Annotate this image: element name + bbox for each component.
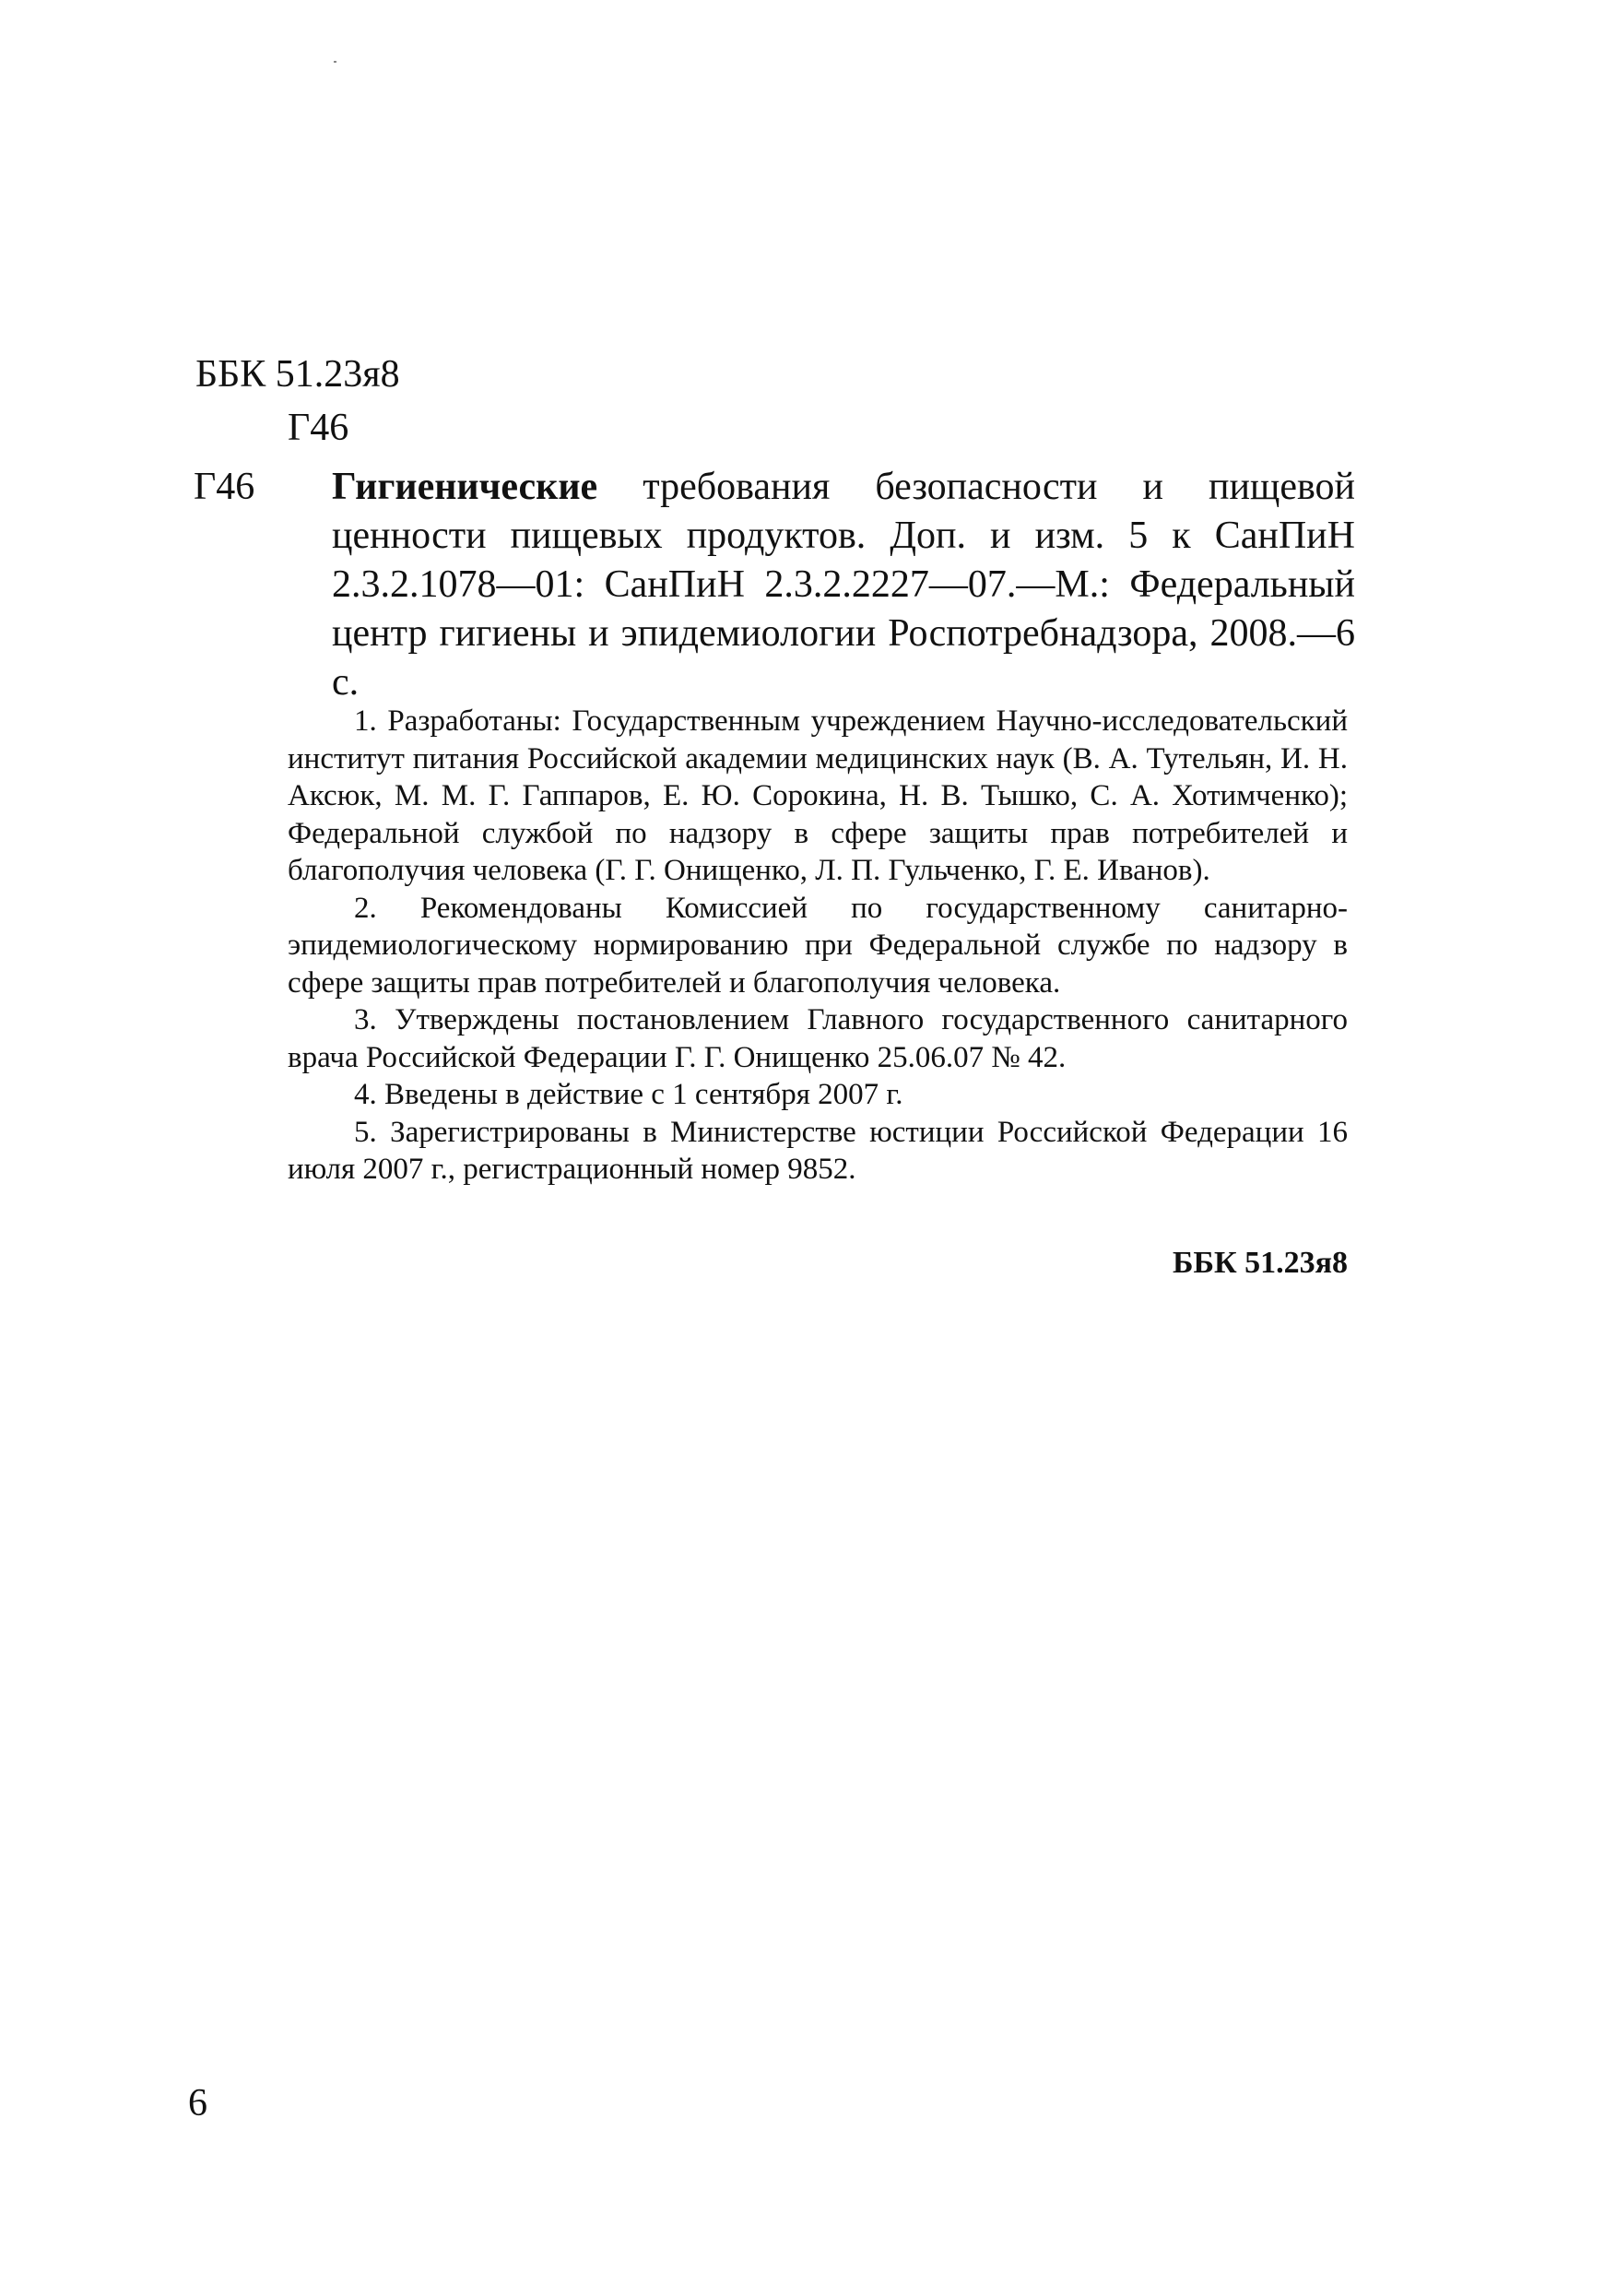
page-number: 6 [188,2082,207,2124]
scan-speck [334,61,336,63]
entry-author-mark: Г46 [194,466,255,508]
note-registered: 5. Зарегистрированы в Министерстве юстиции Российской Федерации 16 июля 2007 г., регистрационный номер 9852. [288,1115,1348,1186]
bbk-code-footer: ББК 51.23я8 [1172,1246,1348,1280]
publication-notes [288,703,1348,1189]
note-effective: 4. Введены в действие с 1 сентября 2007 г. [354,1078,903,1111]
entry-title-bold: Гигиенические [332,466,598,508]
author-mark-header: Г46 [288,407,349,449]
note-developed: 1. Разработаны: Государственным учреждением Научно-исследовательский институт питания Российской академии медицинских наук (В. А. Тутельян, И. Н. Аксюк, М. М. Г. Гаппаров, Е. Ю. Сорокина, Н. В. Тышко, С. А. Хотимченко); Федеральной службой по надзору в сфере защиты прав потребителей и благополучия человека (Г. Г. Онищенко, Л. П. Гульченко, Г. Е. Иванов). [288,704,1348,887]
bbk-code-header: ББК 51.23я8 [195,353,400,396]
note-approved: 3. Утверждены постановлением Главного государственного санитарного врача Российской Федерации Г. Г. Онищенко 25.06.07 № 42. [288,1003,1348,1074]
note-recommended: 2. Рекомендованы Комиссией по государственному санитарно-эпидемиологическому нормированию при Федеральной службе по надзору в сфере защиты прав потребителей и благополучия человека. [288,891,1348,1000]
bibliographic-description [332,463,1355,707]
entry-description: требования безопасности и пищевой ценности пищевых продуктов. Доп. и изм. 5 к СанПиН 2.3.2.1078—01: СанПиН 2.3.2.2227—07.—М.: Федеральный центр гигиены и эпидемиологии Роспотребнадзора, 2008.—6 с. [332,466,1355,704]
